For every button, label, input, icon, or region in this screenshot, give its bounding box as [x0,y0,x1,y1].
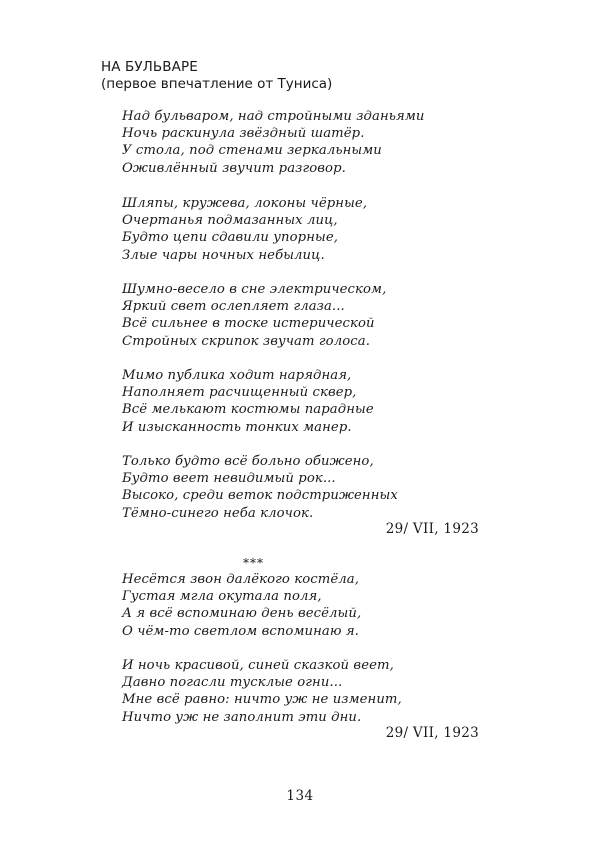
poem-title: НА БУЛЬВАРЕ [101,59,198,75]
poem-separator: *** [243,556,264,570]
page-number: 134 [286,788,314,804]
verse-line: Шляпы, кружева, локоны чёрные, [122,196,368,211]
verse-line: Над бульваром, над стройными зданьями [122,109,425,124]
poem2-stanza-1 [122,571,361,640]
verse-line: А я всё вспоминаю день весёлый, [122,606,362,622]
poem1-stanza-5 [122,453,398,522]
verse-line: Давно погасли тусклые огни... [122,675,343,691]
poem-subtitle: (первое впечатление от Туниса) [101,76,333,92]
verse-line: Стройных скрипок звучат голоса. [122,333,370,349]
poem1-stanza-2 [122,195,367,264]
verse-line: И изысканность тонких манер. [122,419,352,435]
poem1-stanza-4 [122,367,374,436]
verse-line: Густая мгла окутала поля, [122,589,322,605]
verse-line: Злые чары ночных небылиц. [122,247,325,263]
verse-line: Яркий свет ослепляет глаза... [122,299,345,315]
verse-line: Тёмно-синего неба клочок. [122,505,314,521]
verse-line: Оживлённый звучит разговор. [122,160,346,176]
poem1-stanza-1 [122,108,424,177]
verse-line: Будто цепи сдавили упорные, [122,230,339,246]
verse-line: Шумно-весело в сне электрическом, [122,282,387,297]
verse-line: Ничто уж не заполнит эти дни. [122,709,362,725]
verse-line: Мимо публика ходит нарядная, [122,368,352,383]
verse-line: У стола, под стенами зеркальными [122,143,382,159]
verse-line: О чём-то светлом вспоминаю я. [122,623,359,639]
poem2-date: 29/ VII, 1923 [385,725,479,741]
verse-line: Очертанья подмазанных лиц, [122,213,338,229]
verse-line: Всё мелькают костюмы парадные [122,402,374,418]
verse-line: И ночь красивой, синей сказкой веет, [122,658,394,673]
poem1-stanza-3 [122,281,386,350]
verse-line: Только будто всё больно обижено, [122,454,374,469]
verse-line: Несётся звон далёкого костёла, [122,572,359,587]
verse-line: Будто веет невидимый рок... [122,471,336,487]
verse-line: Всё сильнее в тоске истерической [122,316,375,332]
poem1-date: 29/ VII, 1923 [385,521,479,537]
verse-line: Высоко, среди веток подстриженных [122,488,398,504]
verse-line: Ночь раскинула звёздный шатёр. [122,126,365,142]
poem2-stanza-2 [122,657,402,726]
verse-line: Наполняет расчищенный сквер, [122,385,357,401]
verse-line: Мне всё равно: ничто уж не изменит, [122,692,402,708]
